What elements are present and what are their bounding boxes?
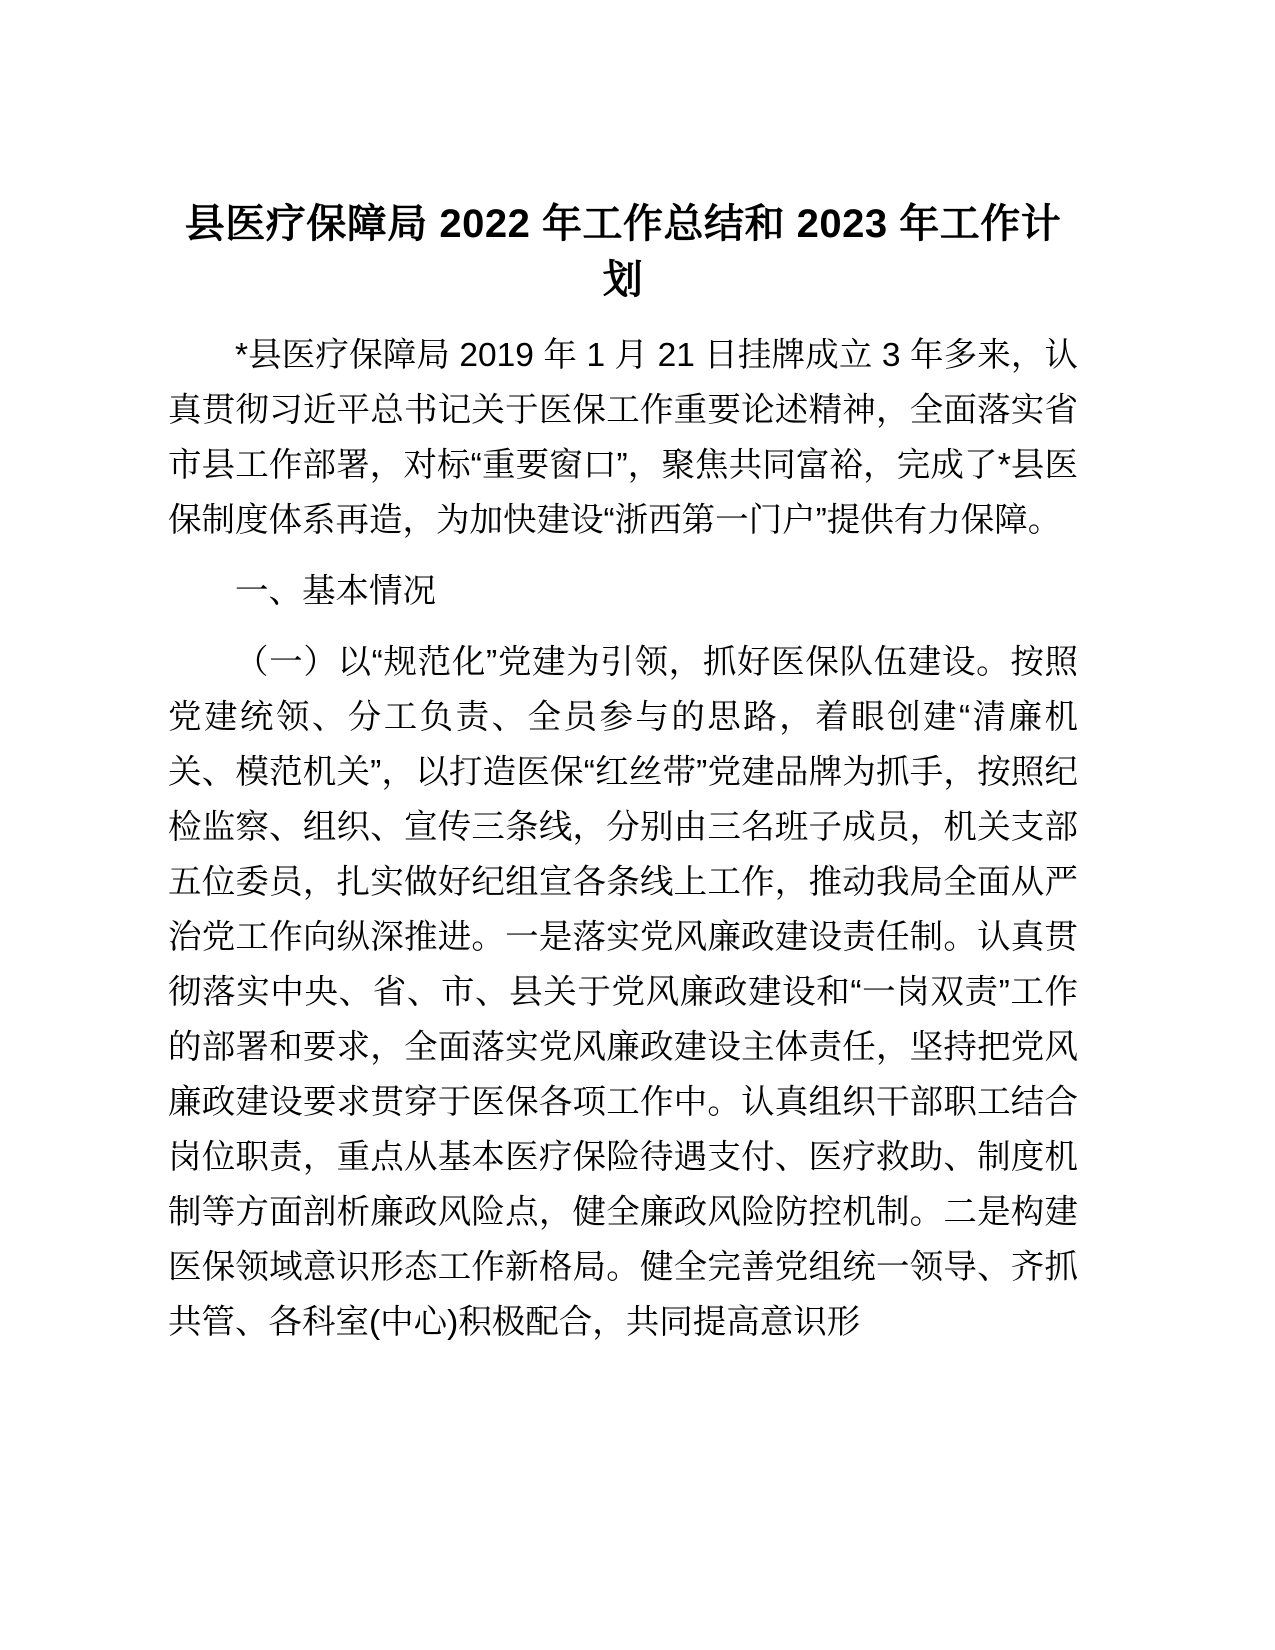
subsection-paragraph-party-building: （一）以“规范化”党建为引领，抓好医保队伍建设。按照党建统领、分工负责、全员参与的思路，着眼创建“清廉机关、模范机关”，以打造医保“红丝带”党建品牌为抓手，按照纪检监察、组织、宣传三条线，分别由三名班子成员，机关支部五位委员，扎实做好纪组宣各条线上工作，推动我局全面从严治党工作向纵深推进。一是落实党风廉政建设责任制。认真贯彻落实中央、省、市、县关于党风廉政建设和“一岗双责”工作的部署和要求，全面落实党风廉政建设主体责任，坚持把党风廉政建设要求贯穿于医保各项工作中。认真组织干部职工结合岗位职责，重点从基本医疗保险待遇支付、医疗救助、制度机制等方面剖析廉政风险点，健全廉政风险防控机制。二是构建医保领域意识形态工作新格局。健全完善党组统一领导、齐抓共管、各科室(中心)积极配合，共同提高意识形 — [168, 644, 1078, 1341]
document-content — [168, 196, 1078, 1350]
spacer-after-title — [168, 314, 1078, 328]
spacer-after-section-heading — [168, 619, 1078, 635]
spacer-before-section-heading — [168, 548, 1078, 564]
document-title: 县医疗保障局 2022 年工作总结和 2023 年工作计划 — [184, 202, 1062, 302]
lead-paragraph: *县医疗保障局 2019 年 1 月 21 日挂牌成立 3 年多来，认真贯彻习近平总书记关于医保工作重要论述精神，全面落实省市县工作部署，对标“重要窗口”，聚焦共同富裕，完成了*县医保制度体系再造，为加快建设“浙西第一门户”提供有力保障。 — [168, 337, 1078, 539]
section-heading-basic-situation: 一、基本情况 — [235, 573, 436, 610]
